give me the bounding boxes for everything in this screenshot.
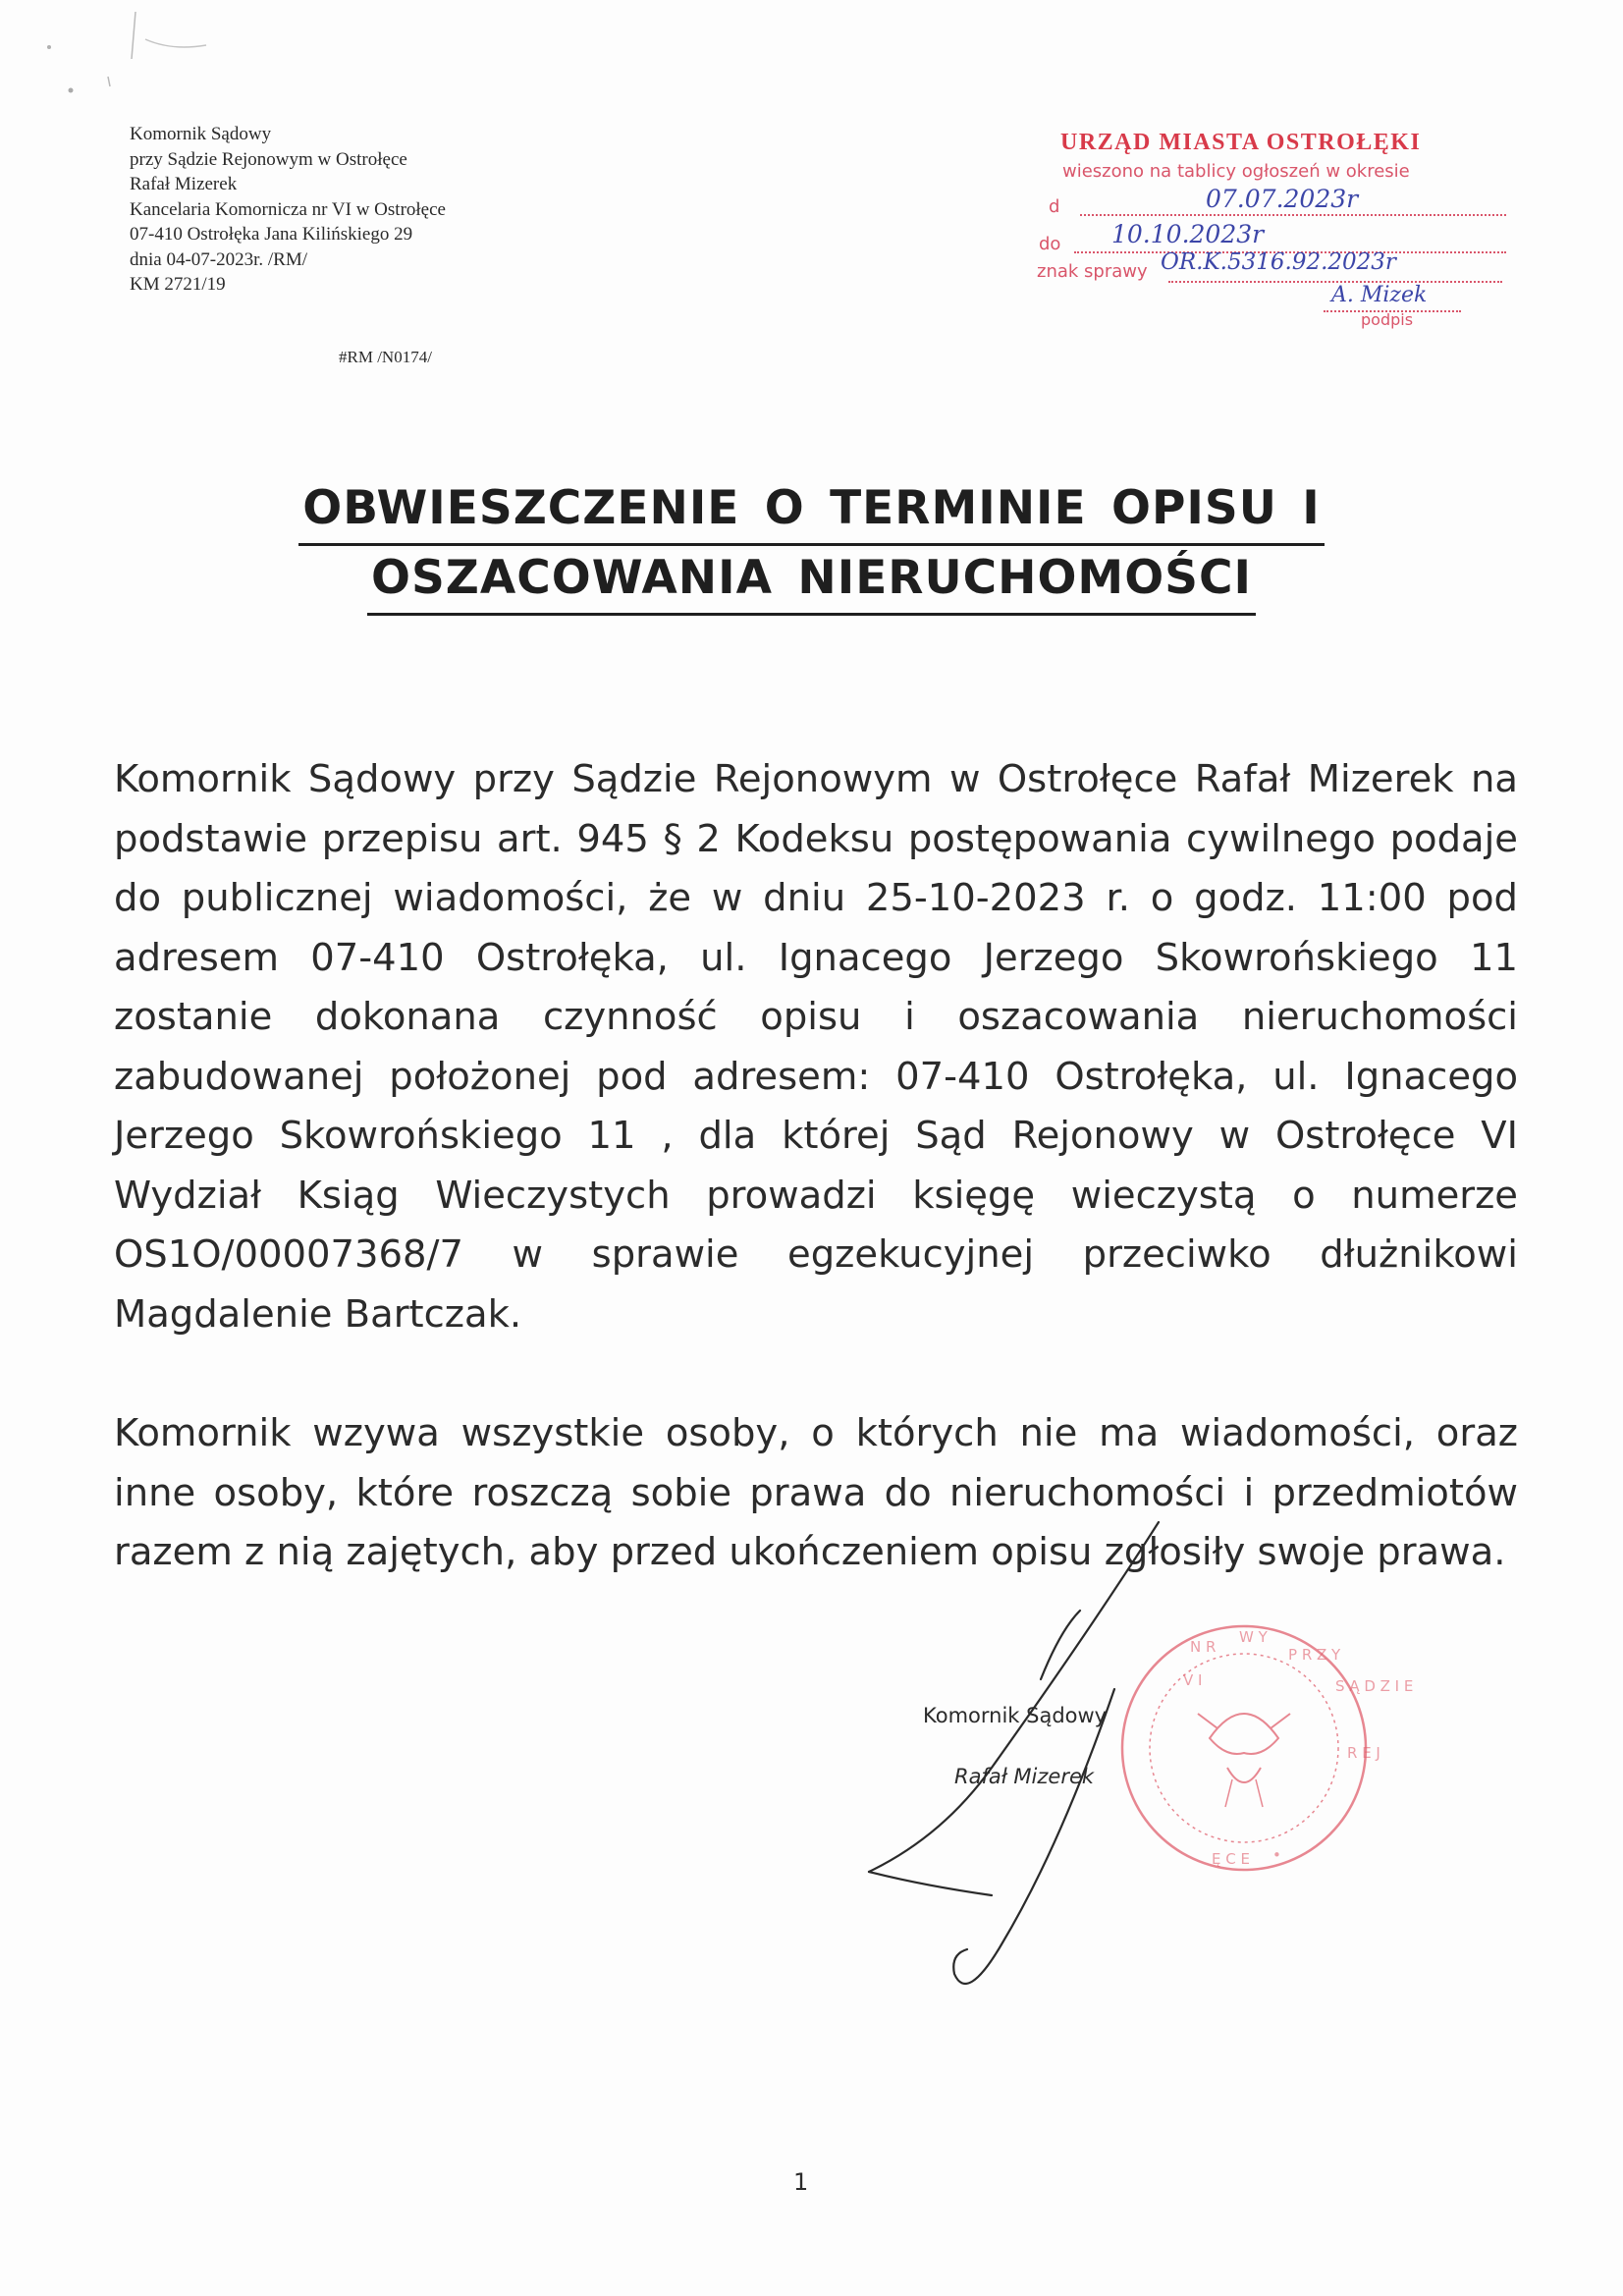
svg-text:R E J: R E J [1347, 1744, 1380, 1762]
svg-text:•: • [1272, 1846, 1281, 1864]
svg-text:P R Z Y: P R Z Y [1288, 1646, 1341, 1664]
stamp-from-label: d [1049, 196, 1060, 217]
stamp-to-date: 10.10.2023r [1111, 220, 1265, 248]
stamp-signature-mark: A. Mizek [1331, 283, 1428, 307]
stamp-to-label: do [1039, 234, 1061, 254]
stamp-case-label: znak sprawy [1037, 261, 1148, 282]
stamp-from-date: 07.07.2023r [1206, 185, 1359, 213]
signature-title: Komornik Sądowy [923, 1704, 1108, 1727]
svg-text:N R: N R [1190, 1638, 1217, 1656]
header-line-office: Komornik Sądowy [130, 124, 272, 144]
stamp-office: URZĄD MIASTA OSTROŁĘKI [1060, 130, 1422, 155]
svg-text:V I: V I [1183, 1671, 1203, 1689]
stamp-sign-label: podpis [1361, 310, 1414, 329]
reference-number: #RM /N0174/ [339, 348, 432, 366]
page-number: 1 [793, 2168, 809, 2196]
stamp-posted-text: wieszono na tablicy ogłoszeń w okresie [1062, 161, 1410, 182]
header-line-date: dnia 04-07-2023r. /RM/ [130, 248, 308, 270]
header-line-chancellery: Kancelaria Komornicza nr VI w Ostrołęce [130, 198, 446, 220]
signature-name: Rafał Mizerek [954, 1765, 1095, 1788]
header-line-address: 07-410 Ostrołęka Jana Kilińskiego 29 [130, 224, 413, 245]
document-title [0, 476, 1623, 616]
scan-marks [0, 0, 295, 118]
signature-block [923, 1704, 1108, 1788]
svg-text:W Y: W Y [1239, 1628, 1268, 1646]
header-line-case: KM 2721/19 [130, 274, 226, 295]
stamp-case-number: OR.K.5316.92.2023r [1161, 249, 1396, 275]
summons-paragraph: Komornik wzywa wszystkie osoby, o których nie ma wiadomości, oraz inne osoby, które roszczą sobie prawa do nieruchomości i przedmiotów razem z nią zajętych, aby przed ukończeniem opisu zgłosiły swoje prawa. [114, 1411, 1518, 1574]
header-line-court: przy Sądzie Rejonowym w Ostrołęce [130, 148, 407, 170]
title-line-2: OSZACOWANIA NIERUCHOMOŚCI [367, 546, 1256, 616]
posting-stamp [1029, 130, 1500, 346]
svg-text:Ę C E: Ę C E [1212, 1850, 1250, 1868]
announcement-paragraph: Komornik Sądowy przy Sądzie Rejonowym w Ostrołęce Rafał Mizerek na podstawie przepisu art. 945 § 2 Kodeksu postępowania cywilnego podaje do publicznej wiadomości, że w dniu 25-10-2023 r. o godz. 11:00 pod adresem 07-410 Ostrołęka, ul. Ignacego Jerzego Skowrońskiego 11 zostanie dokonana czynność opisu i oszacowania nieruchomości zabudowanej położonej pod adresem: 07-410 Ostrołęka, ul. Ignacego Jerzego Skowrońskiego 11 , dla której Sąd Rejonowy w Ostrołęce VI Wydział Ksiąg Wieczystych prowadzi księgę wieczystą o numerze OS1O/00007368/7 w sprawie egzekucyjnej przeciwko dłużnikowi Magdalenie Bartczak. [114, 757, 1518, 1337]
svg-text:S Ą D Z I E: S Ą D Z I E [1335, 1677, 1414, 1695]
sender-header [130, 122, 446, 298]
stamp-from-dots [1080, 214, 1506, 216]
title-line-1: OBWIESZCZENIE O TERMINIE OPISU I [298, 476, 1325, 546]
header-line-name: Rafał Mizerek [130, 174, 238, 194]
